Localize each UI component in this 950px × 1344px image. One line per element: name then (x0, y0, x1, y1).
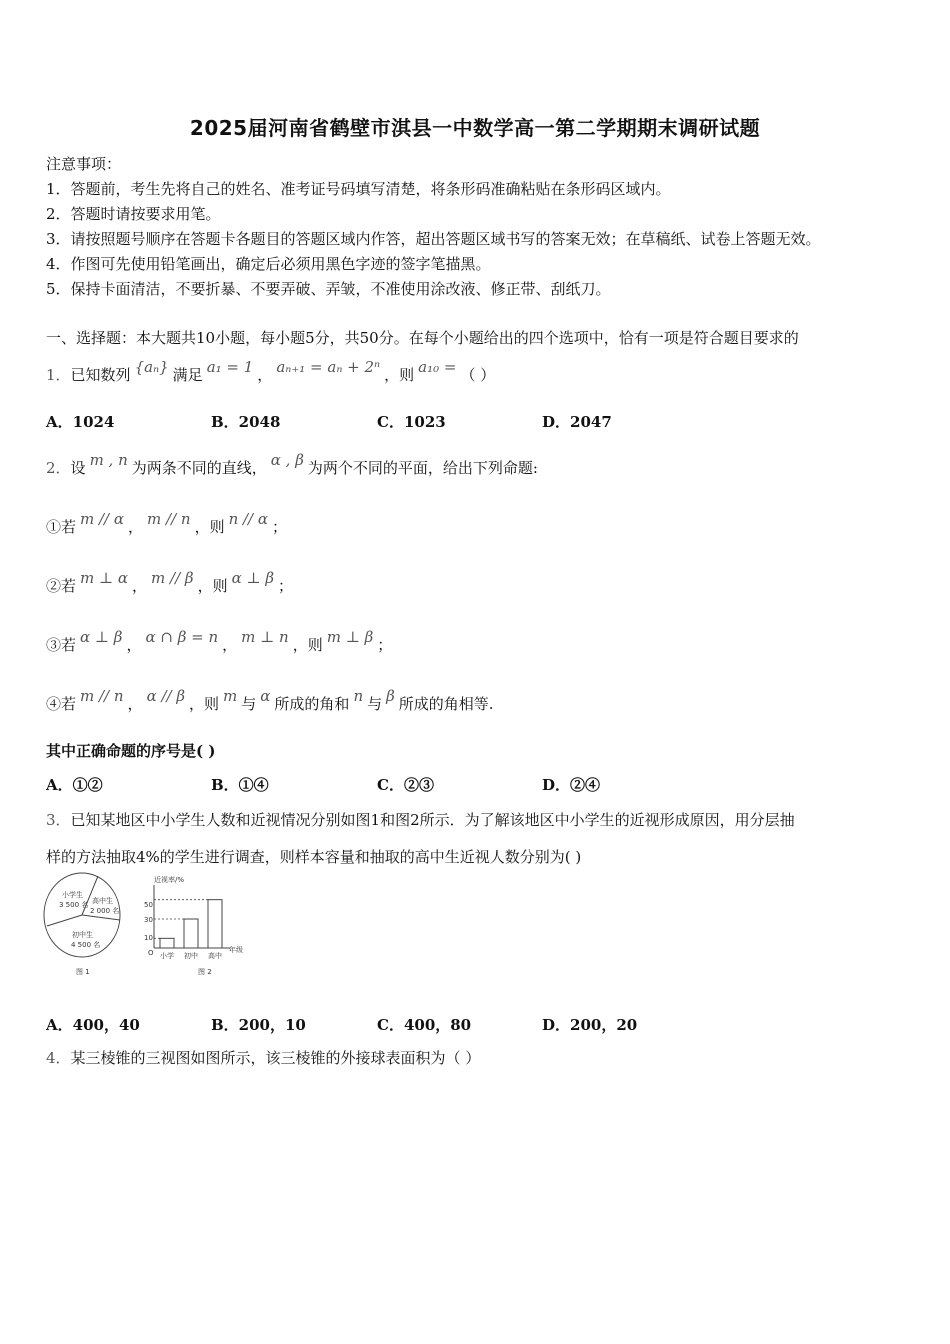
question-text: 已知数列 (70, 366, 131, 384)
proposition-4 (46, 687, 494, 714)
proposition-label: ④若 (46, 695, 77, 713)
question-number: 4． (46, 1049, 71, 1067)
math-expression: α // β (146, 687, 186, 705)
math-expression: a₁ = 1 (206, 358, 254, 376)
text: ， (126, 636, 142, 654)
pie-label: 初中生 (72, 931, 93, 939)
math-expression: β (386, 687, 395, 705)
question-text: 满足 (172, 366, 203, 384)
pie-label: 小学生 (62, 891, 83, 899)
question-text: （ ） (460, 366, 496, 384)
text: 与 (367, 695, 383, 713)
option-b[interactable]: B．2048 (211, 413, 281, 431)
x-tick-label: 初中 (184, 952, 198, 960)
figure-2-bar-chart (140, 870, 250, 978)
math-expression: α ⊥ β (231, 569, 275, 587)
option-c[interactable]: C．②③ (377, 776, 434, 794)
math-expression: m // α (80, 510, 125, 528)
bar (160, 938, 174, 948)
pie-value-label: 4 500 名 (71, 941, 101, 949)
section-heading: 一、选择题：本大题共10小题，每小题5分，共50分。在每个小题给出的四个选项中，恰有一项是符合题目要求的 (46, 329, 799, 347)
proposition-2 (46, 569, 294, 596)
math-expression: α ⊥ β (80, 628, 123, 646)
text: ， (222, 636, 238, 654)
math-expression: a₁₀ = (418, 358, 457, 376)
math-expression: m // β (151, 569, 194, 587)
notice-item: 2．答题时请按要求用笔。 (46, 205, 221, 223)
figure-caption: 图 1 (76, 968, 90, 976)
question-number: 2． (46, 459, 71, 477)
text: ，则 (194, 518, 225, 536)
proposition-1 (46, 510, 288, 537)
y-tick-label: 10 (144, 934, 153, 942)
question-text: 某三棱锥的三视图如图所示，该三棱锥的外接球表面积为（ ） (70, 1049, 481, 1067)
question-text: 已知某地区中小学生人数和近视情况分别如图1和图2所示．为了解该地区中小学生的近视形成原因，用分层抽 (70, 811, 795, 829)
notice-heading: 注意事项： (46, 155, 122, 173)
pie-label: 高中生 (92, 897, 113, 905)
y-axis-label: 近视率/% (154, 876, 185, 884)
question-2 (46, 451, 538, 478)
text: ； (278, 577, 294, 595)
question-number: 3． (46, 811, 71, 829)
text: ， (132, 577, 148, 595)
math-expression: m ⊥ n (241, 628, 289, 646)
option-b[interactable]: B．200，10 (211, 1016, 306, 1034)
math-expression: m (223, 687, 238, 705)
bar (208, 900, 222, 948)
notice-item: 3．请按照题号顺序在答题卡各题目的答题区域内作答，超出答题区域书写的答案无效；在草稿纸、试卷上答题无效。 (46, 230, 821, 248)
pie-divider (82, 915, 120, 920)
question-text: 为两个不同的平面，给出下列命题: (307, 459, 538, 477)
question-text: 为两条不同的直线， (131, 459, 267, 477)
option-a[interactable]: A．400，40 (46, 1016, 140, 1034)
x-tick-label: 高中 (208, 952, 222, 960)
text: ； (272, 518, 288, 536)
proposition-3 (46, 628, 393, 655)
y-tick-label: 50 (144, 901, 153, 909)
math-expression: α (260, 687, 271, 705)
x-axis-label: 年级 (229, 946, 243, 954)
proposition-label: ①若 (46, 518, 77, 536)
math-expression: n (353, 687, 364, 705)
text: ，则 (292, 636, 323, 654)
math-expression: m // n (147, 510, 191, 528)
x-tick-label: 小学 (160, 952, 174, 960)
math-expression: m ⊥ α (80, 569, 129, 587)
text: 所成的角相等. (398, 695, 494, 713)
question-text: ，则 (384, 366, 415, 384)
text: ， (127, 695, 143, 713)
pie-divider (47, 915, 82, 926)
proposition-label: ③若 (46, 636, 77, 654)
math-expression: α , β (270, 451, 304, 469)
question-1 (46, 358, 496, 385)
math-expression: n // α (228, 510, 269, 528)
text: 与 (241, 695, 257, 713)
text: 所成的角和 (274, 695, 350, 713)
bar (184, 919, 198, 948)
question-prompt: 其中正确命题的序号是( ) (46, 742, 216, 760)
question-text: ， (257, 366, 273, 384)
question-number: 1． (46, 366, 71, 384)
math-expression: α ∩ β = n (145, 628, 219, 646)
y-tick-label: 30 (144, 916, 153, 924)
option-a[interactable]: A．1024 (46, 413, 115, 431)
option-c[interactable]: C．400，80 (377, 1016, 472, 1034)
page-title: 2025届河南省鹤壁市淇县一中数学高一第二学期期末调研试题 (189, 116, 761, 140)
notice-item: 1．答题前，考生先将自己的姓名、准考证号码填写清楚，将条形码准确粘贴在条形码区域内。 (46, 180, 671, 198)
figure-caption: 图 2 (198, 968, 212, 976)
proposition-label: ②若 (46, 577, 77, 595)
math-expression: aₙ₊₁ = aₙ + 2ⁿ (276, 358, 381, 376)
notice-item: 5．保持卡面清洁，不要折暴、不要弄破、弄皱，不准使用涂改液、修正带、刮纸刀。 (46, 280, 611, 298)
text: ，则 (197, 577, 228, 595)
question-4 (46, 1047, 480, 1068)
option-d[interactable]: D．200，20 (542, 1016, 638, 1034)
pie-value-label: 2 000 名 (90, 907, 120, 915)
option-b[interactable]: B．①④ (211, 776, 269, 794)
pie-value-label: 3 500 名 (59, 901, 89, 909)
text: ，则 (189, 695, 220, 713)
option-d[interactable]: D．②④ (542, 776, 601, 794)
question-3 (46, 809, 795, 830)
text: ， (128, 518, 144, 536)
question-text: 设 (70, 459, 86, 477)
math-expression: m // n (80, 687, 124, 705)
math-expression: {aₙ} (134, 358, 169, 376)
option-a[interactable]: A．①② (46, 776, 103, 794)
notice-item: 4．作图可先使用铅笔画出，确定后必须用黑色字迹的签字笔描黑。 (46, 255, 491, 273)
option-c[interactable]: C．1023 (377, 413, 446, 431)
question-3-line2: 样的方法抽取4%的学生进行调查，则样本容量和抽取的高中生近视人数分别为( ) (46, 848, 582, 866)
math-expression: m , n (89, 451, 128, 469)
axis-origin: O (148, 949, 154, 957)
figure-1-pie-chart (40, 870, 140, 978)
text: ； (377, 636, 393, 654)
option-d[interactable]: D．2047 (542, 413, 612, 431)
math-expression: m ⊥ β (326, 628, 374, 646)
